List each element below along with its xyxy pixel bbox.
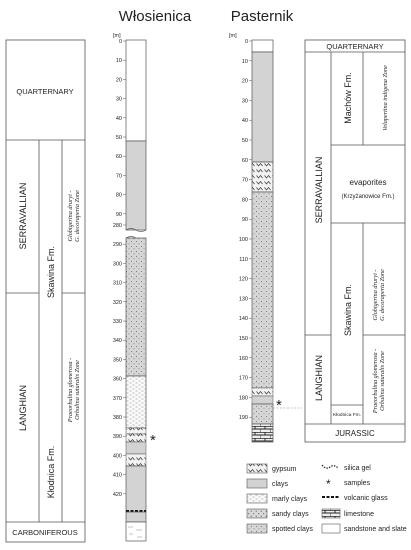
right-skawina-label: Skawina Fm. xyxy=(343,283,353,337)
legend-item-samples xyxy=(326,477,371,491)
depth-tick-label: 370 xyxy=(112,395,122,402)
left-langhian-label: LANGHIAN xyxy=(18,384,28,432)
depth-tick-label: 80 xyxy=(115,192,122,199)
depth-tick-label: 20 xyxy=(241,78,248,85)
right-zone-lower-line2: Orbulina suturalis Zone xyxy=(379,351,386,411)
right-lithology-column xyxy=(252,40,273,442)
legend xyxy=(247,464,407,533)
legend-item-gypsum xyxy=(247,464,297,473)
left-zone-lower-line1: Praeorbulina glomerosa - xyxy=(67,357,74,423)
depth-tick-label: 50 xyxy=(241,138,248,144)
depth-tick-label: 350 xyxy=(112,357,122,364)
depth-tick-label: 30 xyxy=(241,98,248,105)
right-sample-marker: * xyxy=(276,397,282,414)
depth-tick-label: 120 xyxy=(238,276,248,283)
depth-tick-label: 330 xyxy=(112,319,122,325)
depth-tick-label: 160 xyxy=(238,355,248,362)
depth-tick-label: 170 xyxy=(238,375,248,382)
depth-tick-label: 130 xyxy=(238,296,248,303)
right-langhian-label: LANGHIAN xyxy=(314,354,324,402)
depth-tick-label: 110 xyxy=(239,256,248,263)
depth-tick-label: 50 xyxy=(115,135,122,141)
depth-tick-label: 20 xyxy=(115,77,122,84)
left-quaternary-label: QUARTERNARY xyxy=(16,87,74,96)
depth-tick-label: 310 xyxy=(112,280,122,287)
left-klodnica-label: Kłodnica Fm. xyxy=(46,445,56,499)
legend-item-spotted xyxy=(247,524,313,533)
right-klodnica-label: Kłodnica Fm. xyxy=(333,413,361,418)
legend-label-clays: clays xyxy=(272,481,288,488)
legend-swatch-marly xyxy=(247,494,267,503)
depth-tick-label: 70 xyxy=(115,173,122,180)
legend-label-limestone: limestone xyxy=(344,511,374,518)
right-zone-upper-line2: G. decoraperta Zone xyxy=(379,269,386,321)
legend-swatch-spotted xyxy=(247,524,267,533)
right-jurassic-label: JURASSIC xyxy=(335,429,375,438)
left-unit-label: [m] xyxy=(113,33,121,39)
legend-swatch-sandstone xyxy=(322,524,340,533)
left-zone-upper-line2: G. decoraperta Zone xyxy=(74,190,81,242)
depth-tick-label: 90 xyxy=(241,217,248,224)
depth-tick-label: 320 xyxy=(112,299,122,306)
depth-tick-label: 410 xyxy=(112,472,122,479)
depth-tick-label: 40 xyxy=(241,118,248,125)
legend-label-silica: silica gel xyxy=(344,465,371,472)
right-unit-label: [m] xyxy=(229,33,237,39)
depth-tick-label: 100 xyxy=(238,237,248,243)
depth-tick-label: 0 xyxy=(118,39,122,45)
left-zone-lower-line2: Orbulina suturalis Zone xyxy=(74,360,81,420)
legend-swatch-sandy xyxy=(247,509,267,518)
right-velapertina-zone: Velapertina indigena Zone xyxy=(382,65,389,131)
legend-item-limestone xyxy=(322,509,374,518)
left-sample-marker: * xyxy=(150,432,156,449)
depth-tick-label: 30 xyxy=(115,96,122,103)
legend-label-samples: samples xyxy=(344,480,371,487)
right-quaternary-label: QUARTERNARY xyxy=(326,42,384,51)
depth-tick-label: 300 xyxy=(112,261,122,268)
left-lithology-column xyxy=(126,40,146,541)
depth-tick-label: 150 xyxy=(238,336,248,342)
depth-tick-label: 60 xyxy=(115,154,122,161)
right-zone-lower-line1: Praeorbulina glomerosa - xyxy=(372,348,379,414)
right-evaporites-label: evaporites xyxy=(349,178,387,187)
depth-tick-label: 0 xyxy=(244,39,248,45)
legend-label-glass: volcanic glass xyxy=(344,495,388,502)
legend-swatch-gypsum xyxy=(247,464,267,473)
left-zone-upper-line1: Globigerina druryi - xyxy=(67,190,74,242)
right-zone-upper-line1: Globigerina druryi - xyxy=(372,269,379,321)
depth-tick-label: 70 xyxy=(241,177,248,184)
legend-swatch-limestone xyxy=(322,509,340,518)
legend-swatch-samples: * xyxy=(326,477,331,491)
legend-item-sandy xyxy=(247,509,309,518)
depth-tick-label: 40 xyxy=(115,115,122,122)
left-depth-ticks xyxy=(113,39,126,498)
depth-tick-label: 380 xyxy=(112,415,122,421)
title-wlosienica: Włosienica xyxy=(118,8,192,25)
left-skawina-label: Skawina Fm. xyxy=(46,245,56,299)
depth-tick-label: 180 xyxy=(238,395,248,402)
depth-tick-label: 280 xyxy=(112,223,122,229)
legend-label-spotted: spotted clays xyxy=(272,526,313,533)
depth-tick-label: 140 xyxy=(238,316,248,323)
legend-label-marly: marly clays xyxy=(272,496,308,503)
right-machow-label: Machów Fm. xyxy=(343,72,353,124)
right-serravallian-label: SERRAVALLIAN xyxy=(314,156,324,224)
depth-tick-label: 290 xyxy=(112,242,122,249)
depth-tick-label: 400 xyxy=(112,453,122,460)
depth-tick-label: 190 xyxy=(238,415,248,422)
legend-swatch-clays xyxy=(247,479,267,488)
legend-item-glass xyxy=(322,495,388,502)
right-krzyzanowice-label: (Krzyżanowice Fm.) xyxy=(341,194,395,200)
left-serravallian-label: SERRAVALLIAN xyxy=(18,182,28,250)
depth-tick-label: 360 xyxy=(112,376,122,383)
depth-tick-label: 340 xyxy=(112,338,122,345)
depth-tick-label: 420 xyxy=(112,491,122,498)
depth-tick-label: 390 xyxy=(112,434,122,441)
depth-tick-label: 90 xyxy=(115,211,122,218)
legend-label-gypsum: gypsum xyxy=(272,466,297,473)
legend-swatch-silica xyxy=(322,465,338,468)
legend-item-clays xyxy=(247,479,288,488)
depth-tick-label: 80 xyxy=(241,197,248,204)
left-carboniferous-label: CARBONIFEROUS xyxy=(12,528,78,537)
title-pasternik: Pasternik xyxy=(230,8,294,25)
depth-tick-label: 10 xyxy=(115,58,122,65)
depth-tick-label: 10 xyxy=(241,58,248,65)
legend-item-sandstone xyxy=(322,524,407,533)
legend-label-sandy: sandy clays xyxy=(272,511,309,518)
legend-item-silica xyxy=(322,465,371,472)
legend-label-sandstone: sandstone and slate xyxy=(344,526,407,533)
right-depth-ticks xyxy=(239,39,252,421)
depth-tick-label: 60 xyxy=(241,157,248,164)
legend-item-marly xyxy=(247,494,308,503)
